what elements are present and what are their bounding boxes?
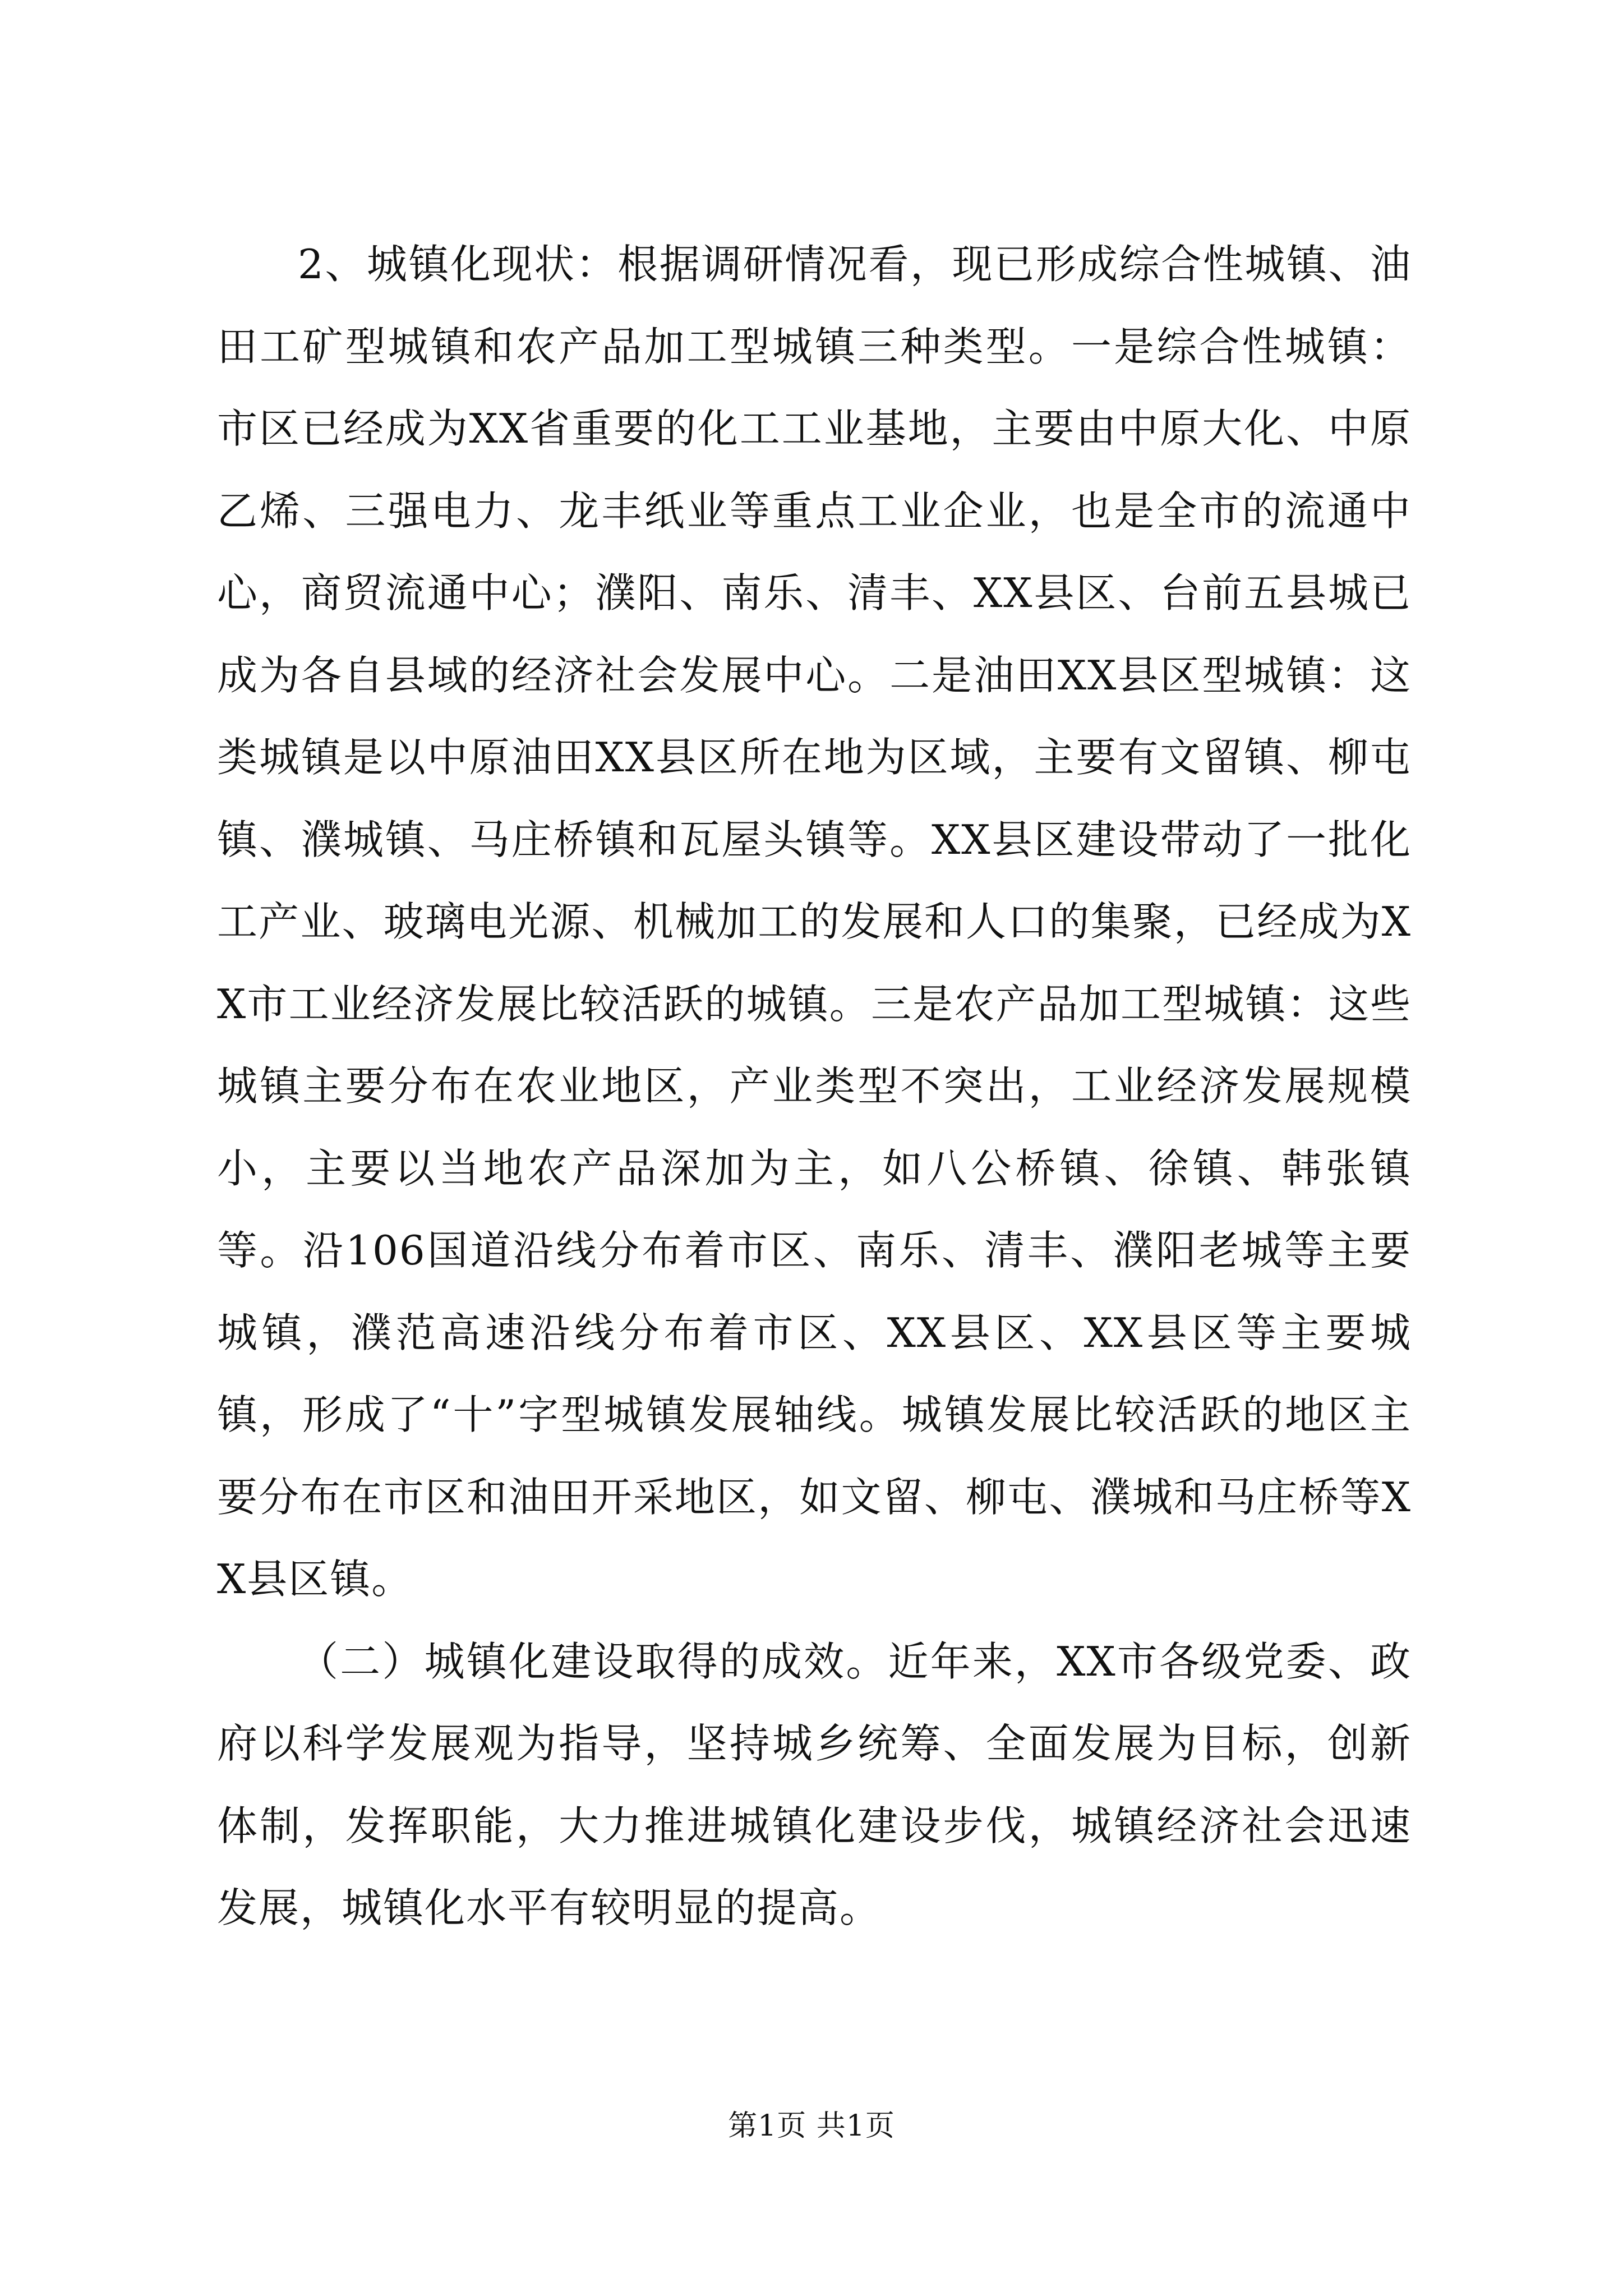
page-footer: 第1页 共1页 (728, 2109, 895, 2143)
paragraph-urbanization-status: 2、城镇化现状：根据调研情况看，现已形成综合性城镇、油田工矿型城镇和农产品加工型城镇三种类型。一是综合性城镇：市区已经成为XX省重要的化工工业基地，主要由中原大化、中原乙烯、三强电力、龙丰纸业等重点工业企业，也是全市的流通中心，商贸流通中心；濮阳、南乐、清丰、XX县区、台前五县城已成为各自县域的经济社会发展中心。二是油田XX县区型城镇：这类城镇是以中原油田XX县区所在地为区域，主要有文留镇、柳屯镇、濮城镇、马庄桥镇和瓦屋头镇等。XX县区建设带动了一批化工产业、玻璃电光源、机械加工的发展和人口的集聚，已经成为XX市工业经济发展比较活跃的城镇。三是农产品加工型城镇：这些城镇主要分布在农业地区，产业类型不突出，工业经济发展规模小，主要以当地农产品深加为主，如八公桥镇、徐镇、韩张镇等。沿106国道沿线分布着市区、南乐、清丰、濮阳老城等主要城镇，濮范高速沿线分布着市区、XX县区、XX县区等主要城镇，形成了“十”字型城镇发展轴线。城镇发展比较活跃的地区主要分布在市区和油田开采地区，如文留、柳屯、濮城和马庄桥等XX县区镇。 (217, 241, 1412, 1603)
body-text (217, 223, 1412, 1949)
paragraph-urbanization-achievements: （二）城镇化建设取得的成效。近年来，XX市各级党委、政府以科学发展观为指导，坚持城乡统筹、全面发展为目标，创新体制，发挥职能，大力推进城镇化建设步伐，城镇经济社会迅速发展，城镇化水平有较明显的提高。 (217, 1637, 1412, 1931)
